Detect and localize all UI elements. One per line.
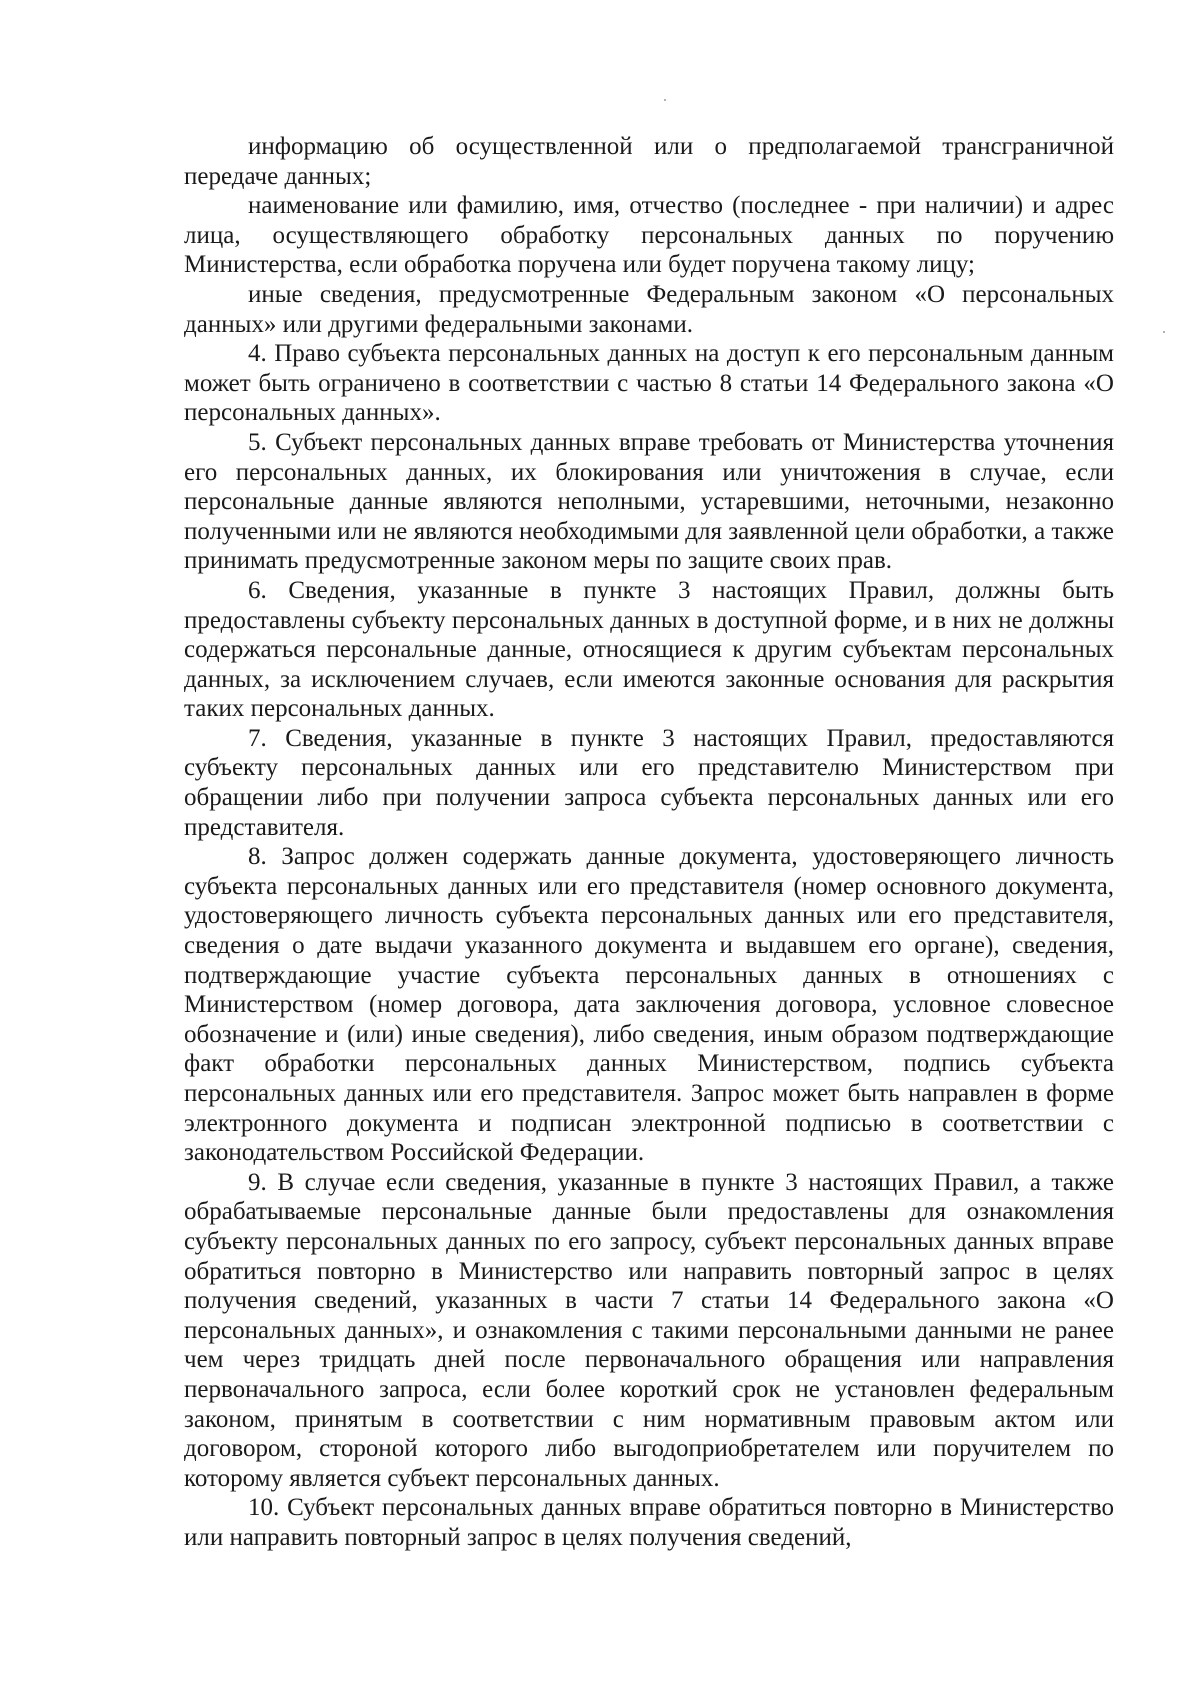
paragraph-clause-5: 5. Субъект персональных данных вправе требовать от Министерства уточнения его персональных данных, их блокирования или уничтожения в случае, если персональные данные являются неполными, устаревшими, неточными, незаконно полученными или не являются необходимыми для заявленной цели обработки, а также принимать предусмотренные законом меры по защите своих прав. (184, 428, 1114, 575)
paragraph-clause-10: 10. Субъект персональных данных вправе обратиться повторно в Министерство или направить повторный запрос в целях получения сведений, (184, 1494, 1114, 1551)
scan-speck (1163, 331, 1165, 333)
paragraph-clause-9: 9. В случае если сведения, указанные в пункте 3 настоящих Правил, а также обрабатываемые персональные данные были предоставлены для ознакомления субъекту персональных данных по его запросу, субъект персональных данных вправе обратиться повторно в Министерство или направить повторный запрос в целях получения сведений, указанных в части 7 статьи 14 Федерального закона «О персональных данных», и ознакомления с такими персональными данными не ранее чем через тридцать дней после первоначального обращения или направления первоначального запроса, если более короткий срок не установлен федеральным законом, принятым в соответствии с ним нормативным правовым актом или договором, стороной которого либо выгодоприобретателем или поручителем по которому является субъект персональных данных. (184, 1168, 1114, 1492)
paragraph-clause-6: 6. Сведения, указанные в пункте 3 настоящих Правил, должны быть предоставлены субъекту персональных данных в доступной форме, и в них не должны содержаться персональные данные, относящиеся к другим субъектам персональных данных, за исключением случаев, если имеются законные основания для раскрытия таких персональных данных. (184, 576, 1114, 723)
document-body (184, 132, 1114, 1553)
scan-speck (664, 99, 666, 101)
paragraph-other-info: иные сведения, предусмотренные Федеральным законом «О персональных данных» или другими федеральными законами. (184, 280, 1114, 338)
paragraph-processor-name: наименование или фамилию, имя, отчество (последнее - при наличии) и адрес лица, осуществляющего обработку персональных данных по поручению Министерства, если обработка поручена или будет поручена такому лицу; (184, 192, 1114, 279)
paragraph-clause-4: 4. Право субъекта персональных данных на доступ к его персональным данным может быть ограничено в соответствии с частью 8 статьи 14 Федерального закона «О персональных данных». (184, 340, 1114, 427)
paragraph-clause-8: 8. Запрос должен содержать данные документа, удостоверяющего личность субъекта персональных данных или его представителя (номер основного документа, удостоверяющего личность субъекта персональных данных или его представителя, сведения о дате выдачи указанного документа и выдавшем его органе), сведения, подтверждающие участие субъекта персональных данных в отношениях с Министерством (номер договора, дата заключения договора, условное словесное обозначение и (или) иные сведения), либо сведения, иным образом подтверждающие факт обработки персональных данных Министерством, подпись субъекта персональных данных или его представителя. Запрос может быть направлен в форме электронного документа и подписан электронной подписью в соответствии с законодательством Российской Федерации. (184, 843, 1114, 1167)
paragraph-clause-7: 7. Сведения, указанные в пункте 3 настоящих Правил, предоставляются субъекту персональных данных или его представителю Министерством при обращении либо при получении запроса субъекта персональных данных или его представителя. (184, 724, 1114, 841)
paragraph-cross-border-transfer: информацию об осуществленной или о предполагаемой трансграничной передаче данных; (184, 133, 1114, 190)
